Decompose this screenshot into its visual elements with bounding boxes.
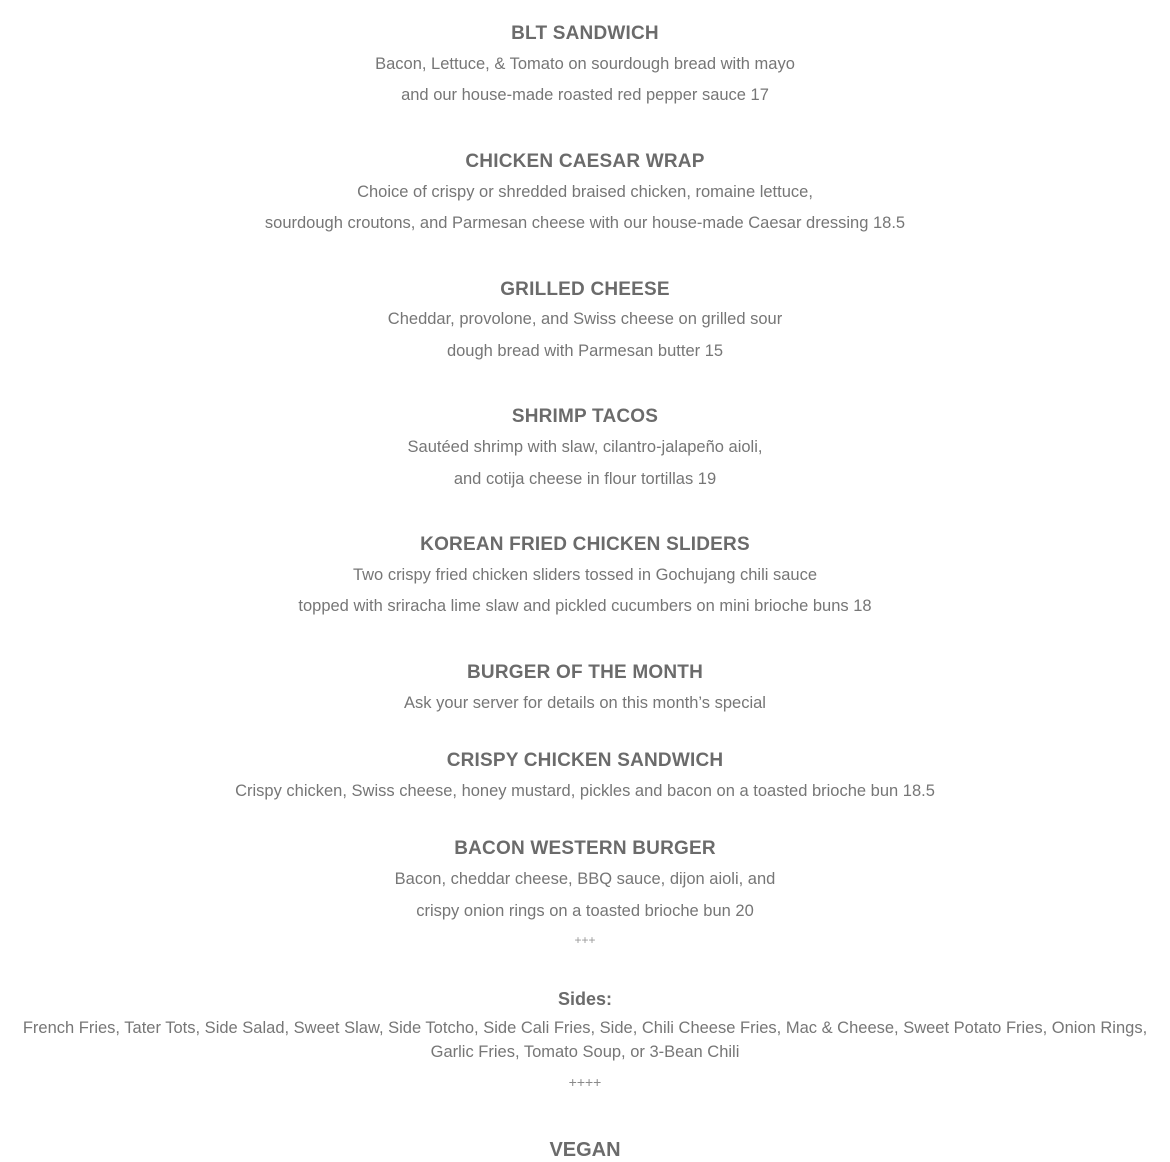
item-title-burger-of-month: BURGER OF THE MONTH — [466, 662, 703, 683]
item-desc-blt-line2: and our house-made roasted red pepper sauce 17 — [401, 86, 769, 104]
item-desc-grilled-cheese-line2: dough bread with Parmesan butter 15 — [446, 342, 724, 360]
sides-list: French Fries, Tater Tots, Side Salad, Sweet Slaw, Side Totcho, Side Cali Fries, Side, Chili Cheese Fries, Mac & Cheese, Sweet Potato Fries, Onion Rings, Garlic Fries, Tomato Soup, or 3-Bean Chili — [22, 1019, 1148, 1061]
item-desc-shrimp-tacos-line1: Sautéed shrimp with slaw, cilantro-jalapeño aioli, — [407, 438, 763, 456]
item-title-crispy-chicken: CRISPY CHICKEN SANDWICH — [446, 750, 724, 771]
item-desc-burger-of-month: Ask your server for details on this month’s special — [404, 694, 766, 712]
section-separator: +++ — [574, 933, 596, 947]
item-title-caesar-wrap: CHICKEN CAESAR WRAP — [465, 151, 705, 172]
item-desc-korean-sliders-line2: topped with sriracha lime slaw and pickled cucumbers on mini brioche buns 18 — [298, 597, 872, 615]
item-desc-grilled-cheese-line1: Cheddar, provolone, and Swiss cheese on grilled sour — [387, 310, 783, 328]
item-title-korean-sliders: KOREAN FRIED CHICKEN SLIDERS — [420, 534, 750, 555]
item-desc-bacon-western-line2: crispy onion rings on a toasted brioche bun 20 — [416, 902, 754, 920]
vegan-section-title: VEGAN — [549, 1139, 621, 1161]
section-separator-large: ++++ — [568, 1074, 602, 1090]
item-desc-bacon-western-line1: Bacon, cheddar cheese, BBQ sauce, dijon aioli, and — [394, 870, 776, 888]
item-desc-caesar-wrap-line1: Choice of crispy or shredded braised chicken, romaine lettuce, — [357, 183, 813, 201]
item-desc-korean-sliders-line1: Two crispy fried chicken sliders tossed in Gochujang chili sauce — [352, 566, 818, 584]
item-title-grilled-cheese: GRILLED CHEESE — [500, 279, 670, 300]
item-desc-blt-line1: Bacon, Lettuce, & Tomato on sourdough bread with mayo — [375, 55, 795, 73]
item-desc-shrimp-tacos-line2: and cotija cheese in flour tortillas 19 — [453, 470, 717, 488]
sides-title: Sides: — [557, 989, 613, 1009]
item-desc-caesar-wrap-line2: sourdough croutons, and Parmesan cheese with our house-made Caesar dressing 18.5 — [264, 214, 906, 232]
item-title-blt: BLT SANDWICH — [511, 23, 659, 44]
item-title-bacon-western: BACON WESTERN BURGER — [454, 838, 716, 859]
item-desc-crispy-chicken: Crispy chicken, Swiss cheese, honey mustard, pickles and bacon on a toasted brioche bun 18.5 — [235, 782, 935, 800]
item-title-shrimp-tacos: SHRIMP TACOS — [511, 406, 659, 427]
